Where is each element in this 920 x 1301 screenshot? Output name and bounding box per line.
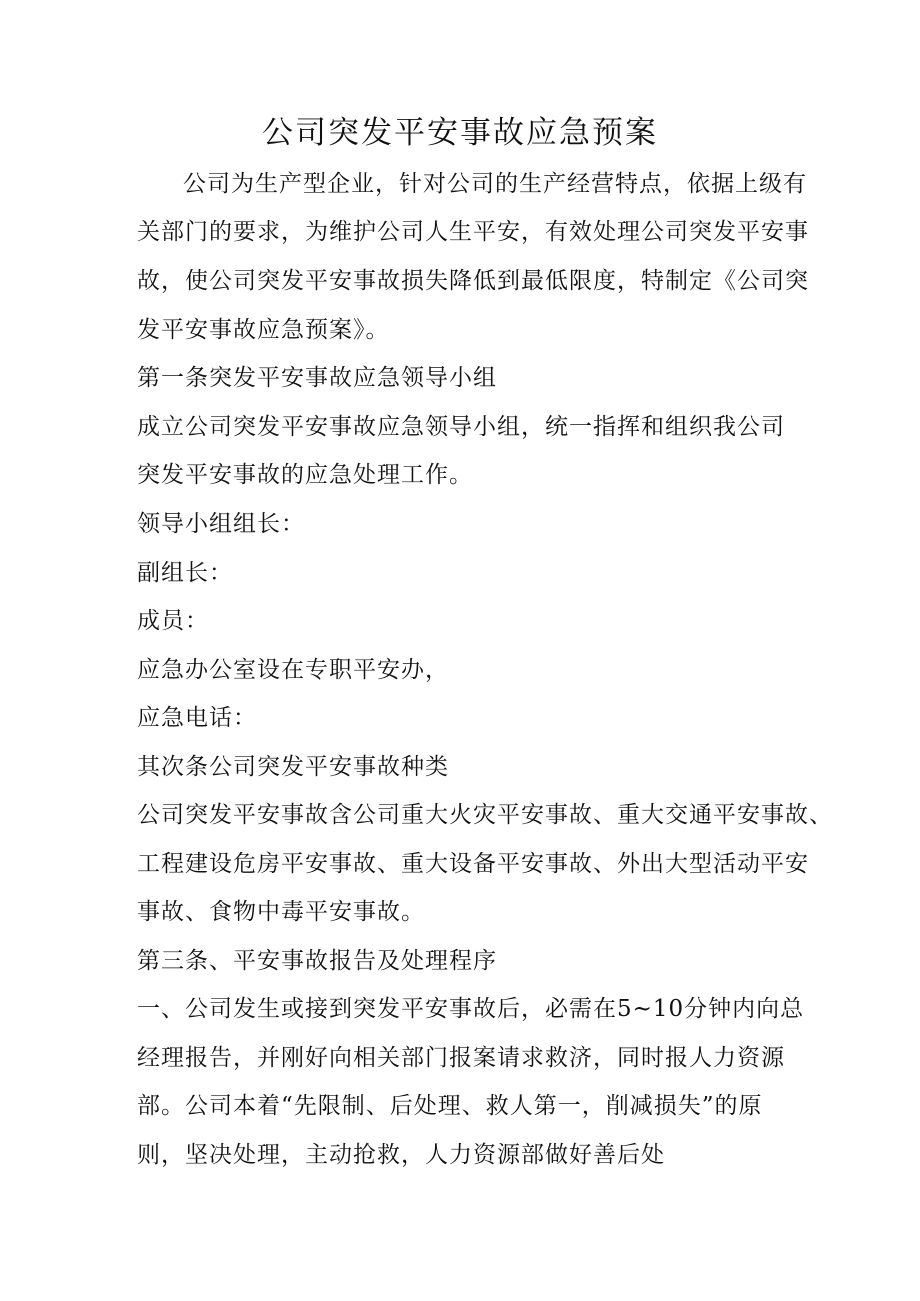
paragraph-line-1: 公司为生产型企业，针对公司的生产经营特点，依据上级有 bbox=[183, 171, 807, 197]
paragraph-line-20: 部。公司本着“先限制、后处理、救人第一，削减损失”的原 bbox=[137, 1093, 763, 1119]
paragraph-line-18: 一、公司发生或接到突发平安事故后，必需在5~10分钟内向总 bbox=[137, 996, 805, 1022]
phone-label: 应急电话： bbox=[137, 705, 257, 731]
paragraph-line-4: 发平安事故应急预案》。 bbox=[137, 317, 390, 343]
paragraph-line-16: 事故、食物中毒平安事故。 bbox=[137, 899, 425, 925]
section-heading-2: 其次条公司突发平安事故种类 bbox=[137, 754, 449, 780]
paragraph-line-15: 工程建设危房平安事故、重大设备平安事故、外出大型活动平安 bbox=[137, 851, 809, 877]
paragraph-line-3: 故，使公司突发平安事故损失降低到最低限度，特制定《公司突 bbox=[137, 268, 809, 294]
paragraph-line-19: 经理报告，并刚好向相关部门报案请求救济，同时报人力资源 bbox=[137, 1045, 785, 1071]
leader-label: 领导小组组长： bbox=[137, 511, 305, 537]
paragraph-line-7: 突发平安事故的应急处理工作。 bbox=[137, 462, 473, 488]
paragraph-line-21: 则，坚决处理，主动抢救，人力资源部做好善后处 bbox=[137, 1142, 665, 1168]
office-line: 应急办公室设在专职平安办， bbox=[137, 657, 449, 683]
paragraph-line-14: 公司突发平安事故含公司重大火灾平安事故、重大交通平安事故、 bbox=[137, 802, 833, 828]
section-heading-3: 第三条、平安事故报告及处理程序 bbox=[137, 948, 497, 974]
section-heading-1: 第一条突发平安事故应急领导小组 bbox=[137, 365, 497, 391]
paragraph-line-2: 关部门的要求，为维护公司人生平安，有效处理公司突发平安事 bbox=[137, 219, 809, 245]
members-label: 成员： bbox=[137, 608, 209, 634]
document-title: 公司突发平安事故应急预案 bbox=[262, 115, 658, 151]
deputy-leader-label: 副组长： bbox=[137, 560, 233, 586]
paragraph-line-6: 成立公司突发平安事故应急领导小组，统一指挥和组织我公司 bbox=[137, 414, 785, 440]
